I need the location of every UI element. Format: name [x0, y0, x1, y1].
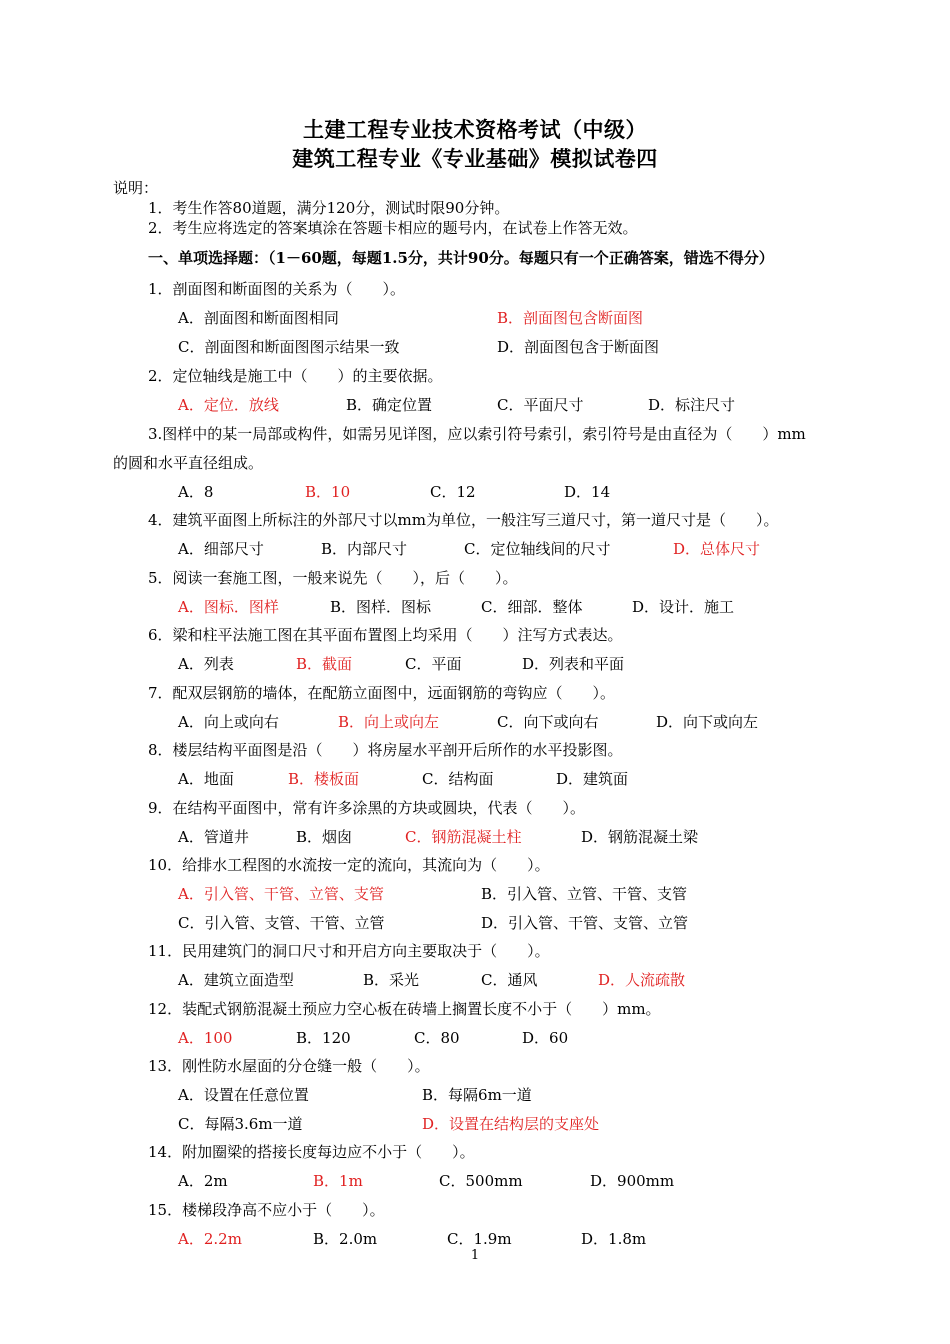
option-c: C．细部．整体	[481, 598, 583, 616]
option-a: A．管道井	[178, 828, 249, 846]
option-d: D．钢筋混凝土梁	[581, 828, 699, 846]
question-stem: 2．定位轴线是施工中（ ）的主要依据。	[148, 367, 443, 385]
option-b: B．图样．图标	[330, 598, 432, 616]
option-a: A．2m	[178, 1172, 228, 1190]
instructions-label: 说明：	[113, 179, 159, 197]
question-options	[0, 308, 950, 328]
option-d-correct: D．人流疏散	[598, 971, 686, 989]
question-options	[0, 482, 950, 502]
option-c: C．12	[430, 483, 476, 501]
option-c: C．每隔3.6m一道	[178, 1115, 303, 1133]
question-stem: 9．在结构平面图中，常有许多涂黑的方块或圆块，代表（ ）。	[148, 799, 586, 817]
question-stem: 14．附加圈梁的搭接长度每边应不小于（ ）。	[148, 1143, 475, 1161]
option-d: D．引入管、干管、支管、立管	[481, 914, 689, 932]
question-options	[0, 712, 950, 732]
option-b-correct: B．10	[305, 483, 351, 501]
question-options	[0, 1085, 950, 1105]
option-a: A．细部尺寸	[178, 540, 264, 558]
option-b-correct: B．向上或向左	[338, 713, 440, 731]
option-a: A．列表	[178, 655, 234, 673]
question-stem: 3.图样中的某一局部或构件，如需另见详图，应以索引符号索引，索引符号是由直径为（ ）mm	[148, 425, 806, 443]
option-b: B．120	[296, 1029, 351, 1047]
question-stem: 13．刚性防水屋面的分仓缝一般（ ）。	[148, 1057, 430, 1075]
option-a: A．剖面图和断面图相同	[178, 309, 339, 327]
question-options	[0, 913, 950, 933]
option-c: C．向下或向右	[497, 713, 599, 731]
question-options	[0, 769, 950, 789]
option-c: C．平面	[405, 655, 462, 673]
question-stem: 4．建筑平面图上所标注的外部尺寸以mm为单位，一般注写三道尺寸，第一道尺寸是（ ）。	[148, 511, 779, 529]
option-b-correct: B．1m	[313, 1172, 363, 1190]
option-d: D．列表和平面	[522, 655, 625, 673]
question-options	[0, 827, 950, 847]
option-d: D．建筑面	[556, 770, 629, 788]
question-stem: 10．给排水工程图的水流按一定的流向，其流向为（ ）。	[148, 856, 550, 874]
option-c: C．剖面图和断面图图示结果一致	[178, 338, 400, 356]
exam-subtitle: 建筑工程专业《专业基础》模拟试卷四	[292, 146, 658, 171]
question-stem: 1．剖面图和断面图的关系为（ ）。	[148, 280, 406, 298]
section-heading: 一、单项选择题：（1－60题，每题1.5分，共计90分。每题只有一个正确答案，错选不得分）	[148, 249, 774, 267]
question-stem: 6．梁和柱平法施工图在其平面布置图上均采用（ ）注写方式表达。	[148, 626, 623, 644]
option-b: B．引入管、立管、干管、支管	[481, 885, 688, 903]
question-options	[0, 970, 950, 990]
option-d: D．剖面图包含于断面图	[497, 338, 660, 356]
option-b: B．确定位置	[346, 396, 433, 414]
question-options	[0, 337, 950, 357]
question-options	[0, 1171, 950, 1191]
option-c: C．结构面	[422, 770, 494, 788]
option-d: D．向下或向左	[656, 713, 759, 731]
exam-title: 土建工程专业技术资格考试（中级）	[303, 117, 647, 142]
question-options	[0, 395, 950, 415]
question-stem: 7．配双层钢筋的墙体，在配筋立面图中，远面钢筋的弯钩应（ ）。	[148, 684, 616, 702]
page-number: 1	[470, 1248, 480, 1263]
option-d: D．14	[564, 483, 611, 501]
option-d: D．1.8m	[581, 1230, 647, 1248]
option-c: C．1.9m	[447, 1230, 512, 1248]
option-a-correct: A．定位．放线	[178, 396, 279, 414]
option-b: B．内部尺寸	[321, 540, 408, 558]
option-c: C．引入管、支管、干管、立管	[178, 914, 385, 932]
option-d-correct: D．总体尺寸	[673, 540, 761, 558]
option-c: C．500mm	[439, 1172, 523, 1190]
question-stem: 11．民用建筑门的洞口尺寸和开启方向主要取决于（ ）。	[148, 942, 550, 960]
option-b: B．采光	[363, 971, 420, 989]
option-d: D．60	[522, 1029, 569, 1047]
option-a: A．设置在任意位置	[178, 1086, 309, 1104]
instruction-item: 2．考生应将选定的答案填涂在答题卡相应的题号内，在试卷上作答无效。	[148, 219, 638, 237]
option-a: A．向上或向右	[178, 713, 279, 731]
option-a-correct: A．2.2m	[178, 1230, 242, 1248]
option-a-correct: A．100	[178, 1029, 233, 1047]
option-a-correct: A．引入管、干管、立管、支管	[178, 885, 384, 903]
question-options	[0, 1028, 950, 1048]
option-a: A．地面	[178, 770, 234, 788]
question-stem-continued: 的圆和水平直径组成。	[113, 454, 264, 472]
option-c-correct: C．钢筋混凝土柱	[405, 828, 522, 846]
option-d: D．设计．施工	[632, 598, 735, 616]
question-options	[0, 1229, 950, 1249]
option-d-correct: D．设置在结构层的支座处	[422, 1115, 600, 1133]
question-options	[0, 597, 950, 617]
question-stem: 8．楼层结构平面图是沿（ ）将房屋水平剖开后所作的水平投影图。	[148, 741, 623, 759]
question-stem: 5．阅读一套施工图，一般来说先（ ），后（ ）。	[148, 569, 518, 587]
instruction-item: 1．考生作答80道题，满分120分，测试时限90分钟。	[148, 199, 510, 217]
option-d: D．900mm	[590, 1172, 675, 1190]
option-d: D．标注尺寸	[648, 396, 736, 414]
option-a-correct: A．图标．图样	[178, 598, 279, 616]
option-b-correct: B．截面	[296, 655, 353, 673]
question-stem: 12．装配式钢筋混凝土预应力空心板在砖墙上搁置长度不小于（ ）mm。	[148, 1000, 661, 1018]
question-options	[0, 884, 950, 904]
question-stem: 15．楼梯段净高不应小于（ ）。	[148, 1201, 385, 1219]
option-b: B．2.0m	[313, 1230, 378, 1248]
option-b-correct: B．楼板面	[288, 770, 360, 788]
option-c: C．定位轴线间的尺寸	[464, 540, 611, 558]
option-c: C．80	[414, 1029, 460, 1047]
option-b: B．每隔6m一道	[422, 1086, 532, 1104]
option-c: C．通风	[481, 971, 538, 989]
option-a: A．建筑立面造型	[178, 971, 294, 989]
question-options	[0, 539, 950, 559]
option-b-correct: B．剖面图包含断面图	[497, 309, 644, 327]
option-c: C．平面尺寸	[497, 396, 584, 414]
option-a: A．8	[178, 483, 214, 501]
question-options	[0, 654, 950, 674]
option-b: B．烟囱	[296, 828, 353, 846]
question-options	[0, 1114, 950, 1134]
